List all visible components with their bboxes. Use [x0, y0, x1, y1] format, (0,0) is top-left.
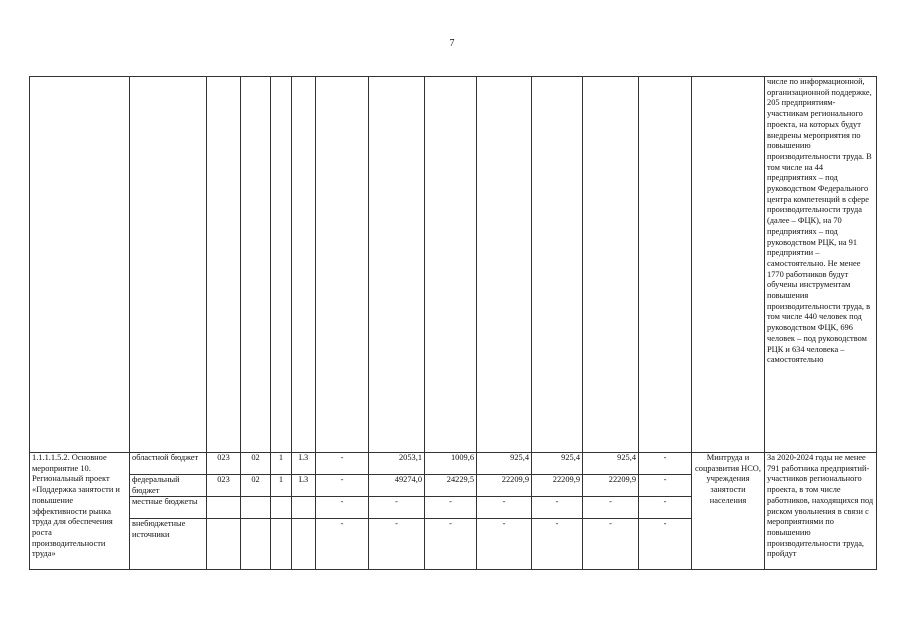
empty-cell — [692, 77, 765, 453]
empty-cell — [30, 77, 130, 453]
program-table — [29, 76, 877, 570]
rz-cell: 02 — [241, 475, 271, 497]
vr-cell: - — [316, 453, 369, 475]
pr-cell: 1 — [271, 475, 292, 497]
empty-cell — [639, 77, 692, 453]
vr-cell: - — [316, 519, 369, 570]
continued-result-text: числе по информационной, организационной поддержке, 205 предприятиям-участникам регионального проекта, на которых будут внедрены мероприятия по повышению производительности труда. В том числе на 44 предприятиях – под руководством Федерального центра компетенций в сфере производительности труда (далее – ФЦК), на 70 предприятиях – под руководством РЦК, на 91 предприятии – самостоятельно. Не менее 1770 работников будут обучены инструментам повышения производительности труда, в том числе 440 человек под руководством ФЦК, 696 человек – под руководством РЦК и 634 человека – самостоятельно — [765, 77, 877, 453]
cs-cell: L3 — [292, 475, 316, 497]
empty-cell — [207, 77, 241, 453]
grbs-cell — [207, 497, 241, 519]
empty-cell — [369, 77, 425, 453]
year2-cell: 925,4 — [477, 453, 532, 475]
grbs-cell — [207, 519, 241, 570]
cs-cell — [292, 497, 316, 519]
year2-cell: - — [477, 519, 532, 570]
year4-cell: 925,4 — [583, 453, 639, 475]
year1-cell: - — [425, 497, 477, 519]
empty-cell — [241, 77, 271, 453]
year3-cell: 925,4 — [532, 453, 583, 475]
responsible-executor: Минтруда и соцразвития НСО, учреждения занятости населения — [692, 453, 765, 570]
pr-cell: 1 — [271, 453, 292, 475]
pr-cell — [271, 497, 292, 519]
year1-cell: 24229,5 — [425, 475, 477, 497]
funding-source: федеральный бюджет — [130, 475, 207, 497]
year5-cell: - — [639, 475, 692, 497]
total-cell: 49274,0 — [369, 475, 425, 497]
activity-name: 1.1.1.1.5.2. Основное мероприятие 10. Региональный проект «Поддержка занятости и повышение эффективности рынка труда для обеспечения роста производительности труда» — [30, 453, 130, 570]
pr-cell — [271, 519, 292, 570]
grbs-cell: 023 — [207, 453, 241, 475]
expected-result: За 2020-2024 годы не менее 791 работника предприятий-участников регионального проекта, в том числе работников, находящихся под риском увольнения в связи с мероприятиями по повышению производительности труда, пройдут — [765, 453, 877, 570]
rz-cell — [241, 497, 271, 519]
year3-cell: 22209,9 — [532, 475, 583, 497]
empty-cell — [425, 77, 477, 453]
year1-cell: - — [425, 519, 477, 570]
year2-cell: - — [477, 497, 532, 519]
year5-cell: - — [639, 453, 692, 475]
table-row — [30, 453, 877, 475]
year5-cell: - — [639, 519, 692, 570]
empty-cell — [532, 77, 583, 453]
year4-cell: - — [583, 519, 639, 570]
year4-cell: 22209,9 — [583, 475, 639, 497]
empty-cell — [292, 77, 316, 453]
rz-cell — [241, 519, 271, 570]
year3-cell: - — [532, 497, 583, 519]
total-cell: 2053,1 — [369, 453, 425, 475]
cs-cell — [292, 519, 316, 570]
year5-cell: - — [639, 497, 692, 519]
funding-source: внебюджетные источники — [130, 519, 207, 570]
empty-cell — [130, 77, 207, 453]
year2-cell: 22209,9 — [477, 475, 532, 497]
funding-source: местные бюджеты — [130, 497, 207, 519]
grbs-cell: 023 — [207, 475, 241, 497]
empty-cell — [271, 77, 292, 453]
page-number: 7 — [449, 38, 455, 49]
funding-source: областной бюджет — [130, 453, 207, 475]
continued-row — [30, 77, 877, 453]
year4-cell: - — [583, 497, 639, 519]
vr-cell: - — [316, 475, 369, 497]
empty-cell — [316, 77, 369, 453]
empty-cell — [477, 77, 532, 453]
rz-cell: 02 — [241, 453, 271, 475]
year3-cell: - — [532, 519, 583, 570]
vr-cell: - — [316, 497, 369, 519]
total-cell: - — [369, 519, 425, 570]
year1-cell: 1009,6 — [425, 453, 477, 475]
cs-cell: L3 — [292, 453, 316, 475]
empty-cell — [583, 77, 639, 453]
total-cell: - — [369, 497, 425, 519]
